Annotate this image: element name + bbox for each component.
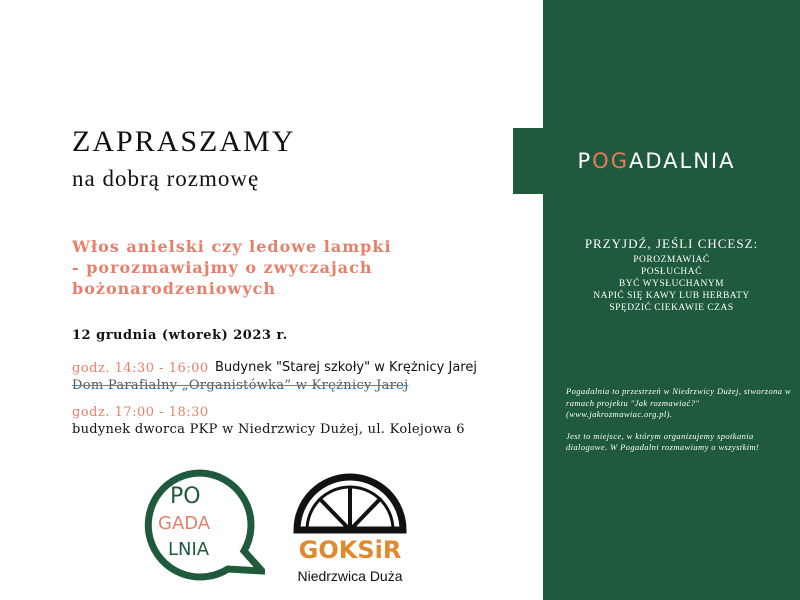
about-paragraph-2: Jest to miejsce, w którym organizujemy spotkania dialogowe. W Pogadalni rozmawiamy o wszystkim! (566, 430, 760, 452)
brand-wordmark (513, 128, 800, 194)
session1-time: godz. 14:30 - 16:00 (72, 361, 209, 376)
session1-old-place: Dom Parafialny „Organistówka” w Krężnicy Jarej (72, 378, 409, 393)
invite-item: BYĆ WYSŁUCHANYM (618, 279, 725, 289)
brand-p: P (577, 149, 593, 173)
session2-time: godz. 17:00 - 18:30 (72, 405, 209, 420)
topic-line-2: - porozmawiajmy o zwyczajach (72, 258, 373, 277)
about-text (566, 386, 796, 464)
topic-title (72, 236, 492, 299)
brand-rest: ADALNIA (628, 149, 736, 173)
topic-line-3: bożonarodzeniowych (72, 279, 276, 298)
invite-item: POSŁUCHAĆ (641, 267, 702, 277)
invite-item: SPĘDZIĆ CIEKAWIE CZAS (609, 303, 734, 313)
heading-main: ZAPRASZAMY (72, 125, 296, 158)
invite-item: POROZMAWIAĆ (633, 255, 710, 265)
logo-line-1: PO (170, 484, 201, 509)
goksir-town: Niedrzwica Duża (297, 568, 403, 584)
invite-list (543, 254, 800, 314)
invite-heading: PRZYJDŹ, JEŚLI CHCESZ: (584, 236, 759, 251)
goksir-logo (285, 460, 415, 590)
invite-item: NAPIĆ SIĘ KAWY LUB HERBATY (593, 291, 750, 301)
invite-box (543, 236, 800, 314)
goksir-word: GOKSiR (298, 536, 402, 564)
session2-place: budynek dworca PKP w Niedrzwicy Dużej, ul. Kolejowa 6 (72, 422, 465, 437)
about-paragraph-1: Pogadalnia to przestrzeń w Niedrzwicy Dużej, stworzona w ramach projektu "Jak rozmawiać?" (www.jakrozmawiac.org.pl). (566, 386, 791, 419)
pogadalnia-logo (140, 465, 265, 585)
session1-place: Budynek "Starej szkoły" w Krężnicy Jarej (215, 360, 477, 375)
brand-oo: OG (592, 149, 629, 173)
heading-sub: na dobrą rozmowę (72, 166, 260, 191)
event-date: 12 grudnia (wtorek) 2023 r. (72, 328, 288, 343)
goksir-window-icon (285, 460, 415, 568)
topic-line-1: Włos anielski czy ledowe lampki (72, 237, 392, 256)
logo-line-3: LNIA (168, 539, 210, 560)
logo-line-2: GADA (158, 513, 211, 534)
